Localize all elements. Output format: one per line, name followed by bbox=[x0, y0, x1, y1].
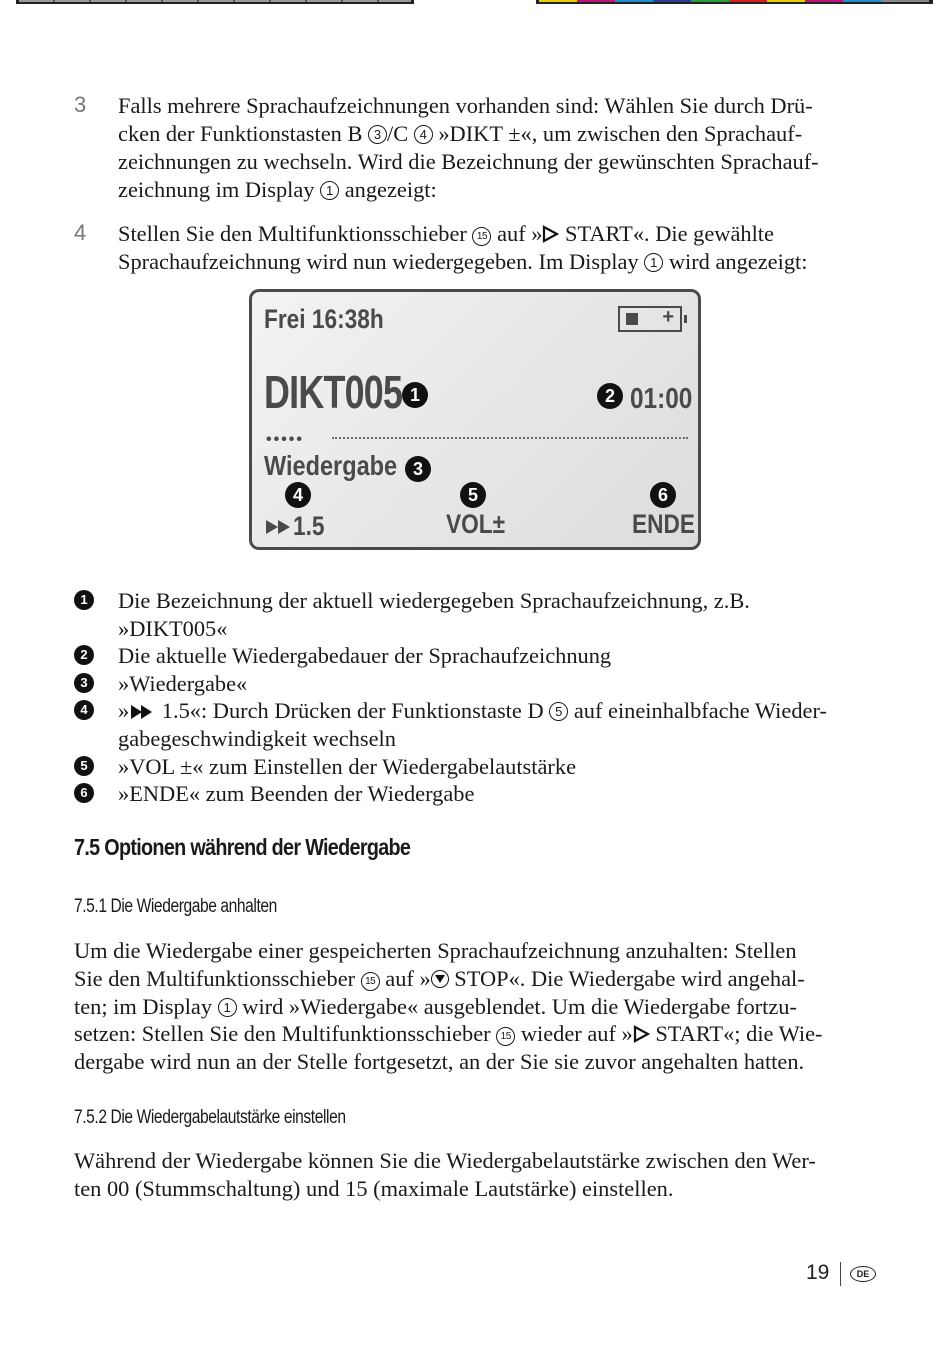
legend-badge: 2 bbox=[74, 645, 94, 665]
callout-badge-6: 6 bbox=[650, 482, 676, 508]
step-number: 3 bbox=[74, 92, 87, 117]
legend-item: 3 »Wiedergabe« bbox=[74, 670, 894, 698]
legend-badge: 3 bbox=[74, 673, 94, 693]
play-icon bbox=[542, 225, 559, 243]
registration-bar-left bbox=[16, 0, 414, 4]
progress-line bbox=[332, 437, 688, 439]
speed-label: 1.5 bbox=[293, 511, 325, 541]
circled-number: 15 bbox=[472, 227, 491, 246]
circled-number: 4 bbox=[414, 125, 433, 144]
step-number: 4 bbox=[74, 220, 87, 245]
volume-label: VOL± bbox=[446, 509, 506, 539]
footer-divider bbox=[840, 1262, 841, 1286]
mode-label: Wiedergabe bbox=[264, 450, 398, 481]
circled-number: 3 bbox=[368, 125, 387, 144]
language-badge: DE bbox=[850, 1266, 876, 1282]
circled-number: 1 bbox=[218, 998, 237, 1017]
fast-forward-icon bbox=[266, 520, 292, 534]
progress-dots: ••••• bbox=[266, 431, 305, 448]
end-label: ENDE bbox=[632, 509, 696, 539]
circled-number: 5 bbox=[549, 702, 568, 721]
paragraph-volume: Während der Wiedergabe können Sie die Wiedergabelautstärke zwischen den Wer- ten 00 (Stummschaltung) und 15 (maximale Lautstärke) einstellen. bbox=[74, 1148, 816, 1201]
page-number: 19 bbox=[806, 1261, 830, 1284]
legend-item: 1 Die Bezeichnung der aktuell wiedergegeben Sprachaufzeichnung, z.B. »DIKT005« bbox=[74, 587, 894, 642]
battery-icon: + bbox=[618, 306, 682, 332]
paragraph-pause: Um die Wiedergabe einer gespeicherten Sprachaufzeichnung anzuhalten: Stellen Sie den Multifunktionsschieber 15 auf » STOP«. Die Wiedergabe wird angehal- ten; im Display 1 wird »Wiedergabe« ausgeblendet. Um die Wiedergabe fortzu- setzen: Stellen Sie den Multifunktionsschieber 15 wieder auf » START«; die Wie- dergabe wird nun an der Stelle fortgesetzt, an der Sie sie zuvor angehalten hatten. bbox=[74, 938, 823, 1075]
legend-item: 6 »ENDE« zum Beenden der Wiedergabe bbox=[74, 780, 894, 808]
legend-item: 4 » 1.5«: Durch Drücken der Funktionstaste D 5 auf eineinhalbfache Wieder- gabegeschwindigkeit wechseln bbox=[74, 697, 894, 752]
circled-number: 1 bbox=[644, 253, 663, 272]
circled-number: 1 bbox=[320, 181, 339, 200]
stop-icon bbox=[431, 970, 449, 988]
playback-time: 01:00 bbox=[630, 383, 693, 415]
subsection-heading-1: 7.5.1 Die Wiedergabe anhalten bbox=[74, 896, 277, 917]
legend-badge: 6 bbox=[74, 783, 94, 803]
subsection-heading-2: 7.5.2 Die Wiedergabelautstärke einstellen bbox=[74, 1107, 346, 1128]
step-text: Falls mehrere Sprachaufzeichnungen vorhanden sind: Wählen Sie durch Drü- cken der Funktionstasten B 3 /C 4 »DIKT ±«, um zwischen den Sprachauf- zeichnungen zu wechseln. Wird die Bezeichnung der gewünschten Sprachauf- zeichnung im Display 1 angezeigt: bbox=[118, 93, 819, 202]
legend-badge: 5 bbox=[74, 756, 94, 776]
file-name: DIKT005 bbox=[264, 366, 403, 418]
callout-badge-4: 4 bbox=[285, 482, 311, 508]
play-icon bbox=[633, 1025, 650, 1043]
legend-badge: 1 bbox=[74, 590, 94, 610]
circled-number: 15 bbox=[496, 1027, 515, 1046]
callout-badge-5: 5 bbox=[460, 482, 486, 508]
circled-number: 15 bbox=[361, 972, 380, 991]
registration-bar-right bbox=[536, 0, 933, 4]
callout-badge-2: 2 bbox=[597, 383, 623, 409]
section-heading: 7.5 Optionen während der Wiedergabe bbox=[74, 834, 411, 860]
legend-item: 5 »VOL ±« zum Einstellen der Wiedergabelautstärke bbox=[74, 753, 894, 781]
fast-forward-icon bbox=[131, 705, 153, 719]
callout-badge-3: 3 bbox=[405, 456, 431, 482]
step-text: Stellen Sie den Multifunktionsschieber 15 auf » START«. Die gewählte Sprachaufzeichnung wird nun wiedergegeben. Im Display 1 wird angezeigt: bbox=[118, 221, 808, 274]
callout-legend bbox=[74, 587, 894, 808]
callout-badge-1: 1 bbox=[402, 382, 428, 408]
lcd-display bbox=[249, 289, 701, 550]
legend-badge: 4 bbox=[74, 700, 94, 720]
free-time-label: Frei 16:38h bbox=[264, 304, 384, 334]
legend-item: 2 Die aktuelle Wiedergabedauer der Sprachaufzeichnung bbox=[74, 642, 894, 670]
